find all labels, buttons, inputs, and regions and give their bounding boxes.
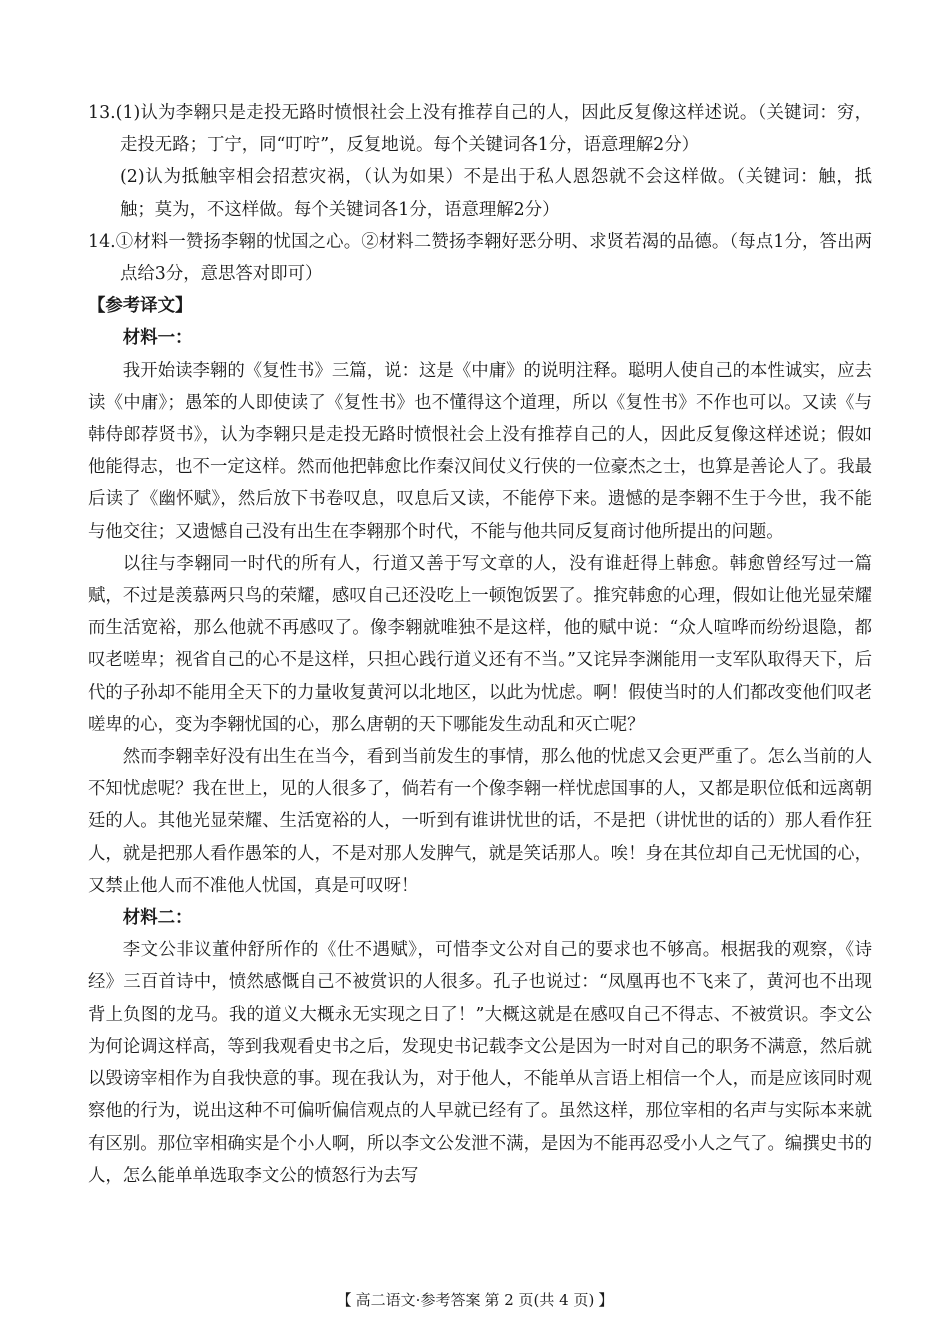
material-1-paragraph-1: 我开始读李翱的《复性书》三篇，说：这是《中庸》的说明注释。聪明人使自己的本性诚实，应去读《中庸》；愚笨的人即使读了《复性书》也不懂得这个道理，所以《复性书》不作也可以。又读《与韩侍郎荐贤书》，认为李翱只是走投无路时愤恨社会上没有推荐自己的人，因此反复像这样述说；假如他能得志，也不一定这样。然而他把韩愈比作秦汉间仗义行侠的一位豪杰之士，也算是善论人了。我最后读了《幽怀赋》，然后放下书卷叹息，叹息后又读，不能停下来。遗憾的是李翱不生于今世，我不能与他交往；又遗憾自己没有出生在李翱那个时代，不能与他共同反复商讨他所提出的问题。 bbox=[88, 360, 872, 542]
page-footer bbox=[0, 1290, 950, 1310]
material-1-paragraph-2: 以往与李翱同一时代的所有人，行道又善于写文章的人，没有谁赶得上韩愈。韩愈曾经写过一篇赋，不过是羡慕两只鸟的荣耀，感叹自己还没吃上一顿饱饭罢了。推究韩愈的心理，假如让他光显荣耀而生活宽裕，那么他就不再感叹了。像李翱就唯独不是这样，他的赋中说：“众人喧哗而纷纷退隐，都叹老嗟卑；视省自己的心不是这样，只担心践行道义还有不当。”又诧异李渊能用一支军队取得天下，后代的子孙却不能用全天下的力量收复黄河以北地区，以此为忧虑。啊！假使当时的人们都改变他们叹老嗟卑的心，变为李翱忧国的心，那么唐朝的天下哪能发生动乱和灭亡呢？ bbox=[88, 553, 872, 735]
answer-content bbox=[88, 97, 872, 1192]
material-1-title: 材料一： bbox=[122, 328, 193, 349]
material-2-paragraph-1: 李文公非议董仲舒所作的《仕不遇赋》，可惜李文公对自己的要求也不够高。根据我的观察，《诗经》三百首诗中，愤然感慨自己不被赏识的人很多。孔子也说过：“凤凰再也不飞来了，黄河也不出现背上负图的龙马。我的道义大概永无实现之日了！”大概这就是在感叹自己不得志、不被赏识。李文公为何论调这样高，等到我观看史书之后，发现史书记载李文公是因为一时对自己的职务不满意，然后就以毁谤宰相作为自我快意的事。现在我认为，对于他人，不能单从言语上相信一个人，而是应该同时观察他的行为，说出这种不可偏听偏信观点的人早就已经有了。虽然这样，那位宰相的名声与实际本来就有区别。那位宰相确实是个小人啊，所以李文公发泄不满，是因为不能再忍受小人之气了。编撰史书的人，怎么能单单选取李文公的愤怒行为去写 bbox=[88, 940, 872, 1186]
answer-13-part-2: (2)认为抵触宰相会招惹灾祸，（认为如果）不是出于私人恩怨就不会这样做。（关键词：触，抵触；莫为，不这样做。每个关键词各1分，语意理解2分） bbox=[120, 167, 872, 220]
material-1-paragraph-3: 然而李翱幸好没有出生在当今，看到当前发生的事情，那么他的忧虑又会更严重了。怎么当前的人不知忧虑呢？我在世上，见的人很多了，倘若有一个像李翱一样忧虑国事的人，又都是职位低和远离朝廷的人。其他光显荣耀、生活宽裕的人，一听到有谁讲忧世的话，不是把（讲忧世的话的）那人看作狂人，就是把那人看作愚笨的人，不是对那人发脾气，就是笑话那人。唉！身在其位却自己无忧国的心，又禁止他人而不准他人忧国，真是可叹呀！ bbox=[88, 747, 872, 896]
material-2-title: 材料二： bbox=[122, 908, 193, 929]
answer-14: 14.①材料一赞扬李翱的忧国之心。②材料二赞扬李翱好恶分明、求贤若渴的品德。（每点1分，答出两点给3分，意思答对即可） bbox=[88, 231, 872, 285]
footer-right-bracket: 】 bbox=[598, 1291, 614, 1309]
footer-page-number: 第 2 页(共 4 页) bbox=[484, 1291, 595, 1309]
answer-13-part-1: 13.(1)认为李翱只是走投无路时愤恨社会上没有推荐自己的人，因此反复像这样述说。（关键词：穷，走投无路；丁宁，同“叮咛”，反复地说。每个关键词各1分，语意理解2分） bbox=[88, 103, 872, 156]
footer-subject: 高二语文·参考答案 bbox=[355, 1291, 481, 1309]
translation-heading: 【参考译文】 bbox=[88, 296, 193, 317]
footer-left-bracket: 【 bbox=[336, 1291, 352, 1309]
